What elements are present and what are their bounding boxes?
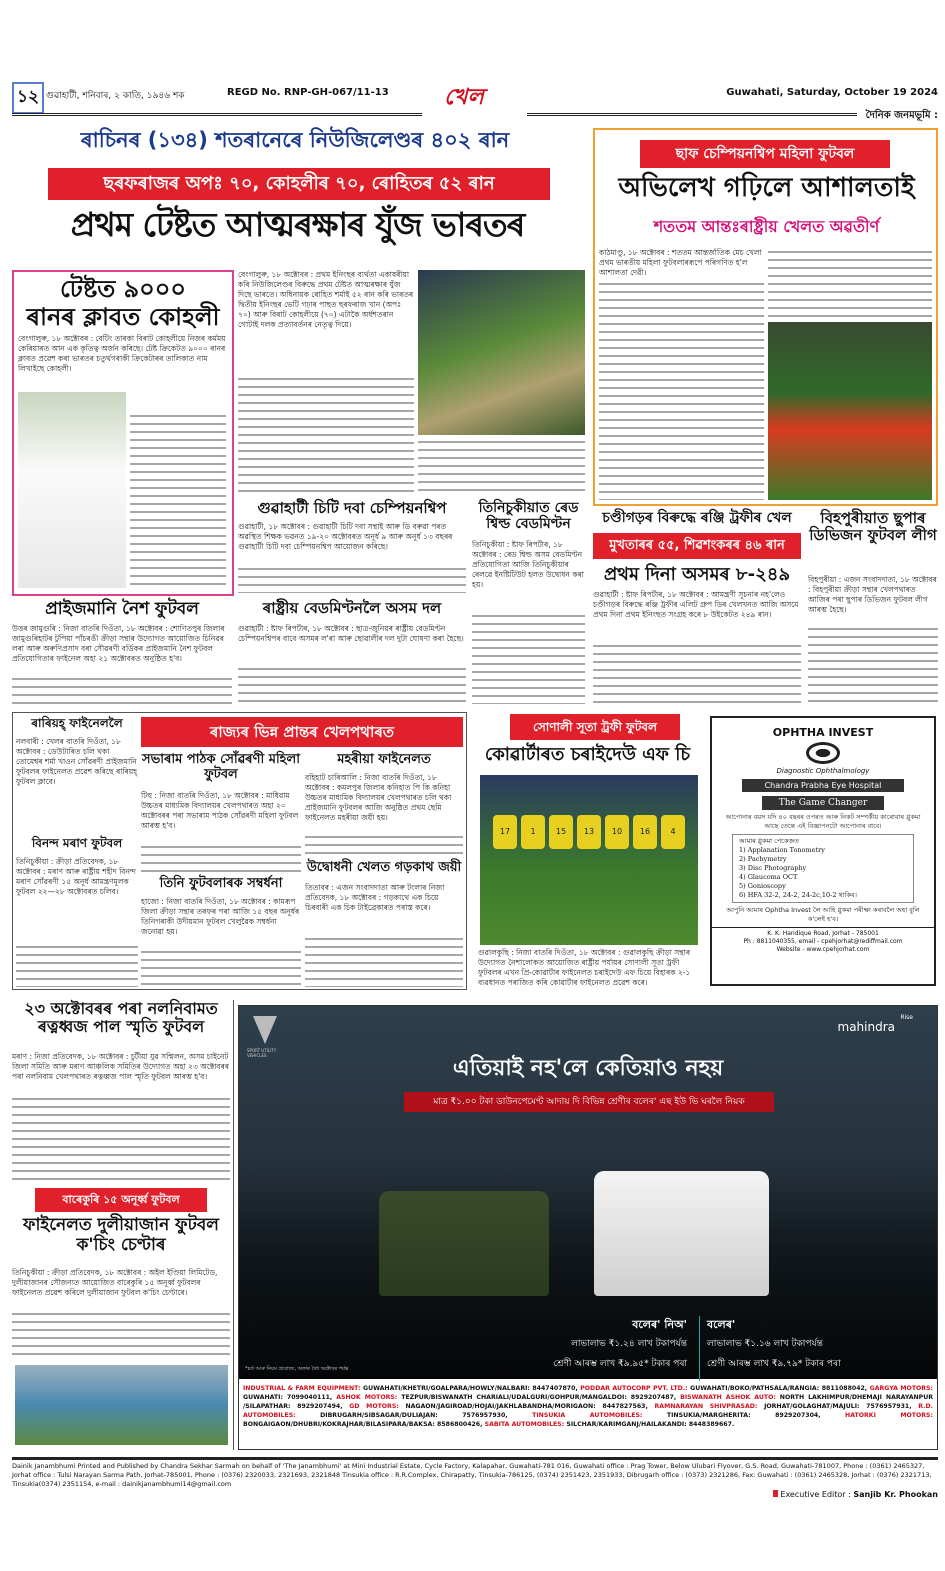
editor-name: Sanjib Kr. Phookan	[853, 1490, 938, 1499]
dealer-info: GUWAHATI/KHETRI/GOALPARA/HOWLY/NALBARI: 8447407870,	[360, 1385, 581, 1392]
state-mid-headline: তিনি ফুটবলাৰক সম্বৰ্ধনা	[159, 876, 283, 891]
test-list	[732, 834, 914, 903]
dealer-name: ASHOK MOTORS:	[336, 1394, 398, 1401]
state-mid-body: হাজো : নিজা বাতৰি দিওঁতা, ১৮ অক্টোবৰ : কামৰূপ জিলা ক্ৰীড়া সন্থাৰ তৰফৰ পৰা আজি ১৫ বছৰ অনূৰ্ধৰ তিনিগৰাকী উদীয়মান ফুটবল খেলুৱৈক সম্বৰ্ধনা জনোৱা হয়।	[141, 897, 300, 936]
ad-headline: এতিয়াই নহ'লে কেতিয়াও নহয়	[452, 1056, 724, 1081]
team-photo-bottom	[15, 1365, 228, 1445]
test-item: 2) Pachymetry	[739, 855, 787, 863]
state-banner: ৰাজ্যৰ ভিন্ন প্ৰান্তৰ খেলপথাৰত	[141, 717, 463, 747]
dealer-info: TINSUKIA/MARGHERITA: 8929207304,	[642, 1412, 846, 1419]
optha-tagline: Diagnostic Ophthalmology	[776, 767, 870, 775]
women-banner: ছাফ চেম্পিয়নশ্বিপ মহিলা ফুটবল	[640, 140, 890, 168]
sonali-banner: সোণালী সূতা ট্ৰফী ফুটবল	[510, 714, 680, 740]
team-photo	[480, 775, 698, 945]
player-jersey: 10	[605, 815, 629, 849]
bottom-banner: বাৰেকুৰি ১৫ অনূৰ্ধ্ব ফুটবল	[35, 1188, 207, 1212]
story-body: তিনিচুকীয়া : ষ্টাফ ৰিপৰ্টাৰ, ১৮ অক্টোবৰ : ৰেড শ্বিল্ড অসম বেডমিণ্টন প্ৰতিযোগিতা আজি তিনিচুকীয়াৰ ৰেলৱে ইনষ্টিটিউট হলত উদ্বোধন কৰা হয়।	[472, 540, 584, 589]
paper-name: দৈনিক জনমভূমি :	[865, 110, 938, 121]
cricket-photo	[418, 270, 585, 435]
story-banner: মুখতাৰৰ ৫৫, শিৱশংকৰৰ ৪৬ ৰান	[593, 533, 801, 559]
story-headline: তিনিচুকীয়াত ৰেড শ্বিল্ড বেডমিণ্টন	[478, 500, 579, 533]
kohli-photo	[18, 392, 126, 588]
dealer-name: HATORKI MOTORS:	[845, 1412, 933, 1419]
mahindra-brand: mahindra	[837, 1020, 895, 1034]
ad-disclaimer: *চৰ্ত আৰু নিয়ম প্ৰযোজ্য, অফাৰ বৈধ অক্টোবৰ পৰ্যন্ত	[245, 1366, 349, 1372]
dealer-info: NORTH LAKHIMPUR/DHEMAJI NARAYANPUR /SILAPATHAR: 8929207494,	[243, 1394, 933, 1410]
optha-ad	[710, 716, 936, 986]
state-right-headline: উদ্বোধনী খেলত গড়কাথ জয়ী	[306, 860, 462, 875]
lead-kicker: ৰাচিনৰ (১৩৪) শতৰানেৰে নিউজিলেণ্ডৰ ৪০২ ৰান	[80, 128, 510, 152]
state-mid-headline: সভাৰাম পাঠক সোঁৱৰণী মহিলা ফুটবল	[142, 752, 300, 782]
bottom-body: মৰাণ : নিজা প্ৰতিবেদক, ১৮ অক্টোবৰ : চুটীয়া যুৱ সন্মিলন, অসম চাইনেট জিলা সমিতি আৰু মৰাণ আঞ্চলিক সমিতিৰ উদ্যোগত অহা ২৩ অক্টোবৰৰ পৰা নলনিবাম খেলপথাৰত ৰত্নধ্বজ পাল স্মৃতি ফুটবল আৰম্ভ হ'ব।	[12, 1052, 230, 1081]
story-headline: বিহপুৰীয়াত ছুপাৰ ডিভিজন ফুটবল লীগ	[809, 509, 937, 545]
suv-lines: SPORT UTILITY VEHICLES	[247, 1048, 277, 1058]
eye-logo-icon	[806, 742, 840, 764]
model-name: বলেৰ' নিঅ'	[632, 1318, 687, 1331]
dealer-name: TINSUKIA AUTOMOBILES:	[532, 1412, 643, 1419]
state-right-body: বহিহাট চাৰিআলি : নিজা বাতৰি দিওঁতা, ১৮ অক্টোবৰ : কমলপুৰ জিলাৰ কনিহাত পি কি কনিহা উচ্চতৰ মাধ্যমিক বিদ্যালয়ৰ খেলপথাৰত চলি থকা প্ৰাইজমানি ফুটবলৰ আজি অনুষ্ঠিত প্ৰথম ছেমি ফাইনেলত মহৰীয়া জয়ী হয়।	[305, 773, 452, 822]
optha-brand: OPHTHA INVEST	[772, 726, 874, 739]
suv-logo-icon	[253, 1016, 277, 1044]
women-football-photo	[768, 322, 932, 500]
registration-number: REGD No. RNP-GH-067/11-13	[227, 87, 389, 98]
lead-body: বেংগালুৰু, ১৮ অক্টোবৰ : প্ৰথম ইনিংছৰ ব্যৰ্থতা একাষৰীয়া কৰি নিউজিলেণ্ডৰ বিৰুদ্ধে প্ৰথম টেষ্টত আত্মৰক্ষাৰ যুঁজ দিছে ভাৰতে। অধিনায়ক ৰোহিত শৰ্মাই ৫২ ৰান কৰি ভাৰতৰ দ্বিতীয় ইনিংছৰ ভেটি গঢ়াৰ পাছত ছৰফৰাজ খান (অপঃ ৭০) আৰু বিৰাট কোহলীয়ে (৭০) এটাকৈ অৰ্ধশতৰান গোটাই দলক প্ৰত্যাবৰ্তনৰ নেতৃত্ব দিয়ে।	[238, 270, 414, 329]
state-right-headline: মহৰীয়া ফাইনেলত	[337, 752, 431, 767]
ad-subline: মাত্ৰ ₹১.০০ টকা ডাউনপেমেণ্ট আদায় দি বিভিন্ন শ্ৰেণীৰ বলেৰ' এছ ইউ ভি ঘৰলৈ নিয়ক	[404, 1092, 774, 1112]
date-english: Guwahati, Saturday, October 19 2024	[726, 87, 938, 98]
kohli-headline-1: টেষ্টত ৯০০০	[60, 275, 186, 303]
test-item: 5) Gonioscopy	[739, 882, 786, 890]
optha-website[interactable]: Website - www.cpehjorhat.com	[776, 946, 870, 953]
optha-phone: Ph : 8811040355, email - cpehjorhat@rediffmail.com	[743, 938, 903, 945]
women-subhead: শততম আন্তঃৰাষ্ট্ৰীয় খেলত অৱতীৰ্ণ	[653, 217, 880, 236]
player-jersey: 1	[521, 815, 545, 849]
model-benefit: লাভালাভ ₹১.২৪ লাখ টকাপৰ্যন্ত	[571, 1339, 687, 1349]
player-jersey: 4	[661, 815, 685, 849]
women-football-box	[593, 128, 938, 506]
suv-white-image	[594, 1171, 769, 1296]
dealer-info: NAGAON/JAGIROAD/HOJAI/JAKHLABANDHA/MORIGAON: 8447827563,	[398, 1403, 655, 1410]
state-left-body: তিনিচুকীয়া : ক্ৰীড়া প্ৰতিবেদক, ১৮ অক্টোবৰ : মৰাণ আৰু ৰাষ্ট্ৰীয় শহীদ বিনন্দ মৰাণ সোঁৱৰণী ১৫ অনূৰ্ধ আমন্ত্ৰণমূলক ফুটবল ২২—২৮ অক্টোবৰত চলিব।	[16, 857, 136, 896]
sonali-headline: কোৱাৰ্টাৰত চৰাইদেউ এফ চি	[484, 744, 691, 765]
story-headline: ৰাষ্ট্ৰীয় বেডমিণ্টনলৈ অসম দল	[262, 599, 442, 617]
model-price: শ্ৰেণী আৰম্ভ লাখ ₹৯.৯৫* টকাৰ পৰা	[553, 1359, 687, 1369]
kohli-body: বেংগালুৰু, ১৮ অক্টোবৰ : বেটিং তাৰকা বিৰাট কোহলীয়ে নিজৰ কৰ্মময় কেৰিয়াৰত আন এক কৃতিত্ব অৰ্জন কৰিছে। টেষ্ট ক্ৰিকেটত ৯০০০ ৰানৰ ক্লাবত প্ৰৱেশ কৰা ভাৰতৰ চতুৰ্থগৰাকী ক্ৰিকেটাৰৰ তালিকাত নাম লিখাইছে কোহলী।	[18, 334, 226, 374]
editor-label: Executive Editor :	[780, 1490, 851, 1499]
optha-text: আপোনাৰ বয়স যদি ৪০ বছৰৰ ওপৰত আৰু নিকট সম্পৰ্কীয় কাৰোবাৰ গ্লুকমা আছে তেন্তে এই বিজ্ঞাপনটো আপোনাৰ বাবে।	[725, 813, 921, 830]
suv-green-image	[379, 1191, 549, 1296]
story-headline: চণ্ডীগড়ৰ বিৰুদ্ধে ৰঞ্জি ট্ৰফীৰ খেল	[602, 510, 792, 526]
women-headline: অভিলেখ গঢ়িলে আশালতাই	[618, 173, 915, 203]
state-left-body: নলবাৰী : খেলৰ বাতৰি দিওঁতা, ১৮ অক্টোবৰ : ডেউটাৰিত চলি থকা তোমেশ্বৰ শৰ্মা খাওন সোঁৱৰণী প্ৰাইজমানি ফুটবলৰ ফাইনেলত প্ৰৱেশ কৰিছে ৰাৰিয়হ্‌ ফুটবল ক্লাবে।	[16, 737, 138, 786]
story-body: গুৱাহাটী : ষ্টাফ ৰিপৰ্টাৰ, ১৮ অক্টোবৰ : ছাত্ৰ-জুনিয়ৰ ৰাষ্ট্ৰীয় বেডমিণ্টন চেম্পিয়নশ্বিপৰ বাবে অসমৰ ল'ৰা আৰু ছোৱালীৰ দল দুটা ঘোষণা কৰা হৈছে।	[238, 624, 464, 643]
dealer-info: TEZPUR/BISWANATH CHARIALI/UDALGURI/GOHPUR/MANGALDOI: 8929207487,	[397, 1394, 681, 1401]
story-headline: প্ৰাইজমানি নৈশ ফুটবল	[45, 599, 199, 619]
page-number: ১২	[12, 82, 44, 114]
test-list-title: আমাৰ গ্লুকমা পেকেজত	[739, 837, 800, 845]
dealer-name: GARGYA MOTORS:	[869, 1385, 933, 1392]
test-item: 3) Disc Photography	[739, 864, 807, 872]
optha-slogan: The Game Changer	[762, 796, 884, 810]
story-headline-2: প্ৰথম দিনা অসমৰ ৮-২৪৯	[603, 564, 791, 585]
imprint: Dainik Janambhumi Printed and Published by Chandra Sekhar Sarmah on behalf of 'The Janambhumi' at Mini Industrial Estate, Cycle Factory, Kalapahar, Guwahati-781 016, Guwahati office : Prag Tower, Below Ulubari Flyover, G.S. Road, Guwahati-781007, Phone : (0361) 2465327, Jorhat office : Tulsi Narayan Sarma Path, Jorhat-785001, Phone : (0376) 2320033, 2321693, 2321848 Tinsukia office : R.R.Complex, Chirapatty, Tinsukia-786125, (0374) 2351423, 2351933, Dibrugarh office : (0373) 2321286, Fax: Guwahati : (0361) 2465328, Jorhat : (0376) 2321713, Tinsukia(0374) 2351154, e-mail : dainikjanambhumi14@gmail.com	[12, 1462, 932, 1488]
hospital-name: Chandra Prabha Eye Hospital	[742, 779, 904, 792]
model-benefit: লাভালাভ ₹১.১৬ লাখ টকাপৰ্যন্ত	[707, 1339, 823, 1349]
player-jersey: 13	[577, 815, 601, 849]
dealer-name: INDUSTRIAL & FARM EQUIPMENT:	[243, 1385, 361, 1392]
dealer-info: JORHAT/GOLAGHAT/MAJULI: 7576957931,	[757, 1403, 919, 1410]
story-body: উত্তৰ জামুগুৰি : নিজা বাতৰি দিওঁতা, ১৮ অক্টোবৰ : শোণিতপুৰ জিলাৰ জামুগুৰিহাটৰ টুপিয়া পাঁচৰঙী ক্ৰীড়া সন্থাৰ উদ্যোগত আয়োজিত চিনিৱৰ লৰা আৰু অৰুণিপ্ৰসাদ বৰা সৌৱৰণী বৰ্ডিকৰ প্ৰাইজমানি নৈশ ফুটবল প্ৰতিযোগিতাৰ ফাইনেল অহা ২১ অক্টোবৰত অনুষ্ঠিত হ'ব।	[12, 624, 225, 663]
bottom-body: তিনিচুকীয়া : ক্ৰীড়া প্ৰতিবেদক, ১৮ অক্টোবৰ : অইল ইণ্ডিয়া লিমিটেড, দুলীয়াজানৰ সৌজন্যত আয়োজিত বাৰেকুৰি ১৫ অনূৰ্ধ্ব ফুটবলৰ ফাইনেলত প্ৰৱেশ কৰিলে দুলীয়াজান ফুটবল ক'চিং চেণ্টাৰে।	[12, 1268, 218, 1297]
story-headline: গুৱাহাটী চিটি দবা চেম্পিয়নশ্বিপ	[257, 499, 447, 517]
lead-banner: ছৰফৰাজৰ অপঃ ৭০, কোহলীৰ ৭০, ৰোহিতৰ ৫২ ৰান	[48, 168, 550, 200]
dealer-info: GUWAHATI/BOKO/PATHSALA/RANGIA: 8811088042,	[687, 1385, 870, 1392]
dealer-name: PODDAR AUTOCORP PVT. LTD.:	[580, 1385, 688, 1392]
player-jersey: 16	[633, 815, 657, 849]
dealer-info: SILCHAR/KARIMGANJ/HAILAKANDI: 8448389667.	[564, 1421, 735, 1428]
dealer-name: SABITA AUTOMOBILES:	[484, 1421, 565, 1428]
dealer-info: GUWAHATI: 7099040111,	[243, 1394, 337, 1401]
optha-address: K. K. Handique Road, Jorhat - 785001	[767, 930, 879, 937]
dealer-name: GD MOTORS:	[349, 1403, 399, 1410]
dealer-info: BONGAIGAON/DHUBRI/KOKRAJHAR/BILASIPARA/BAKSA: 8586800426,	[243, 1421, 485, 1428]
story-body: গুৱাহাটী : ষ্টাফ ৰিপৰ্টাৰ, ১৮ অক্টোবৰ : আমন্ত্ৰণী সূচনাৰ নহ'লেও চণ্ডীগড়ৰ বিৰুদ্ধে ৰঞ্জি ট্ৰফীৰ এলিট গ্ৰুপ ডিৰ খেলখনত আজি অসমে প্ৰথম দিনা প্ৰথম ইনিংছত সংগ্ৰহ কৰে ৮ উইকেটত ২৪৯ ৰান।	[593, 590, 799, 619]
state-left-headline: ৰাৰিয়হ্‌ ফাইনেললৈ	[31, 716, 123, 730]
state-sports-box	[12, 712, 467, 990]
dealer-name: BISWANATH ASHOK AUTO:	[680, 1394, 776, 1401]
state-left-headline: বিনন্দ মৰাণ ফুটবল	[31, 836, 123, 850]
sonali-body: গুৱালকুছি : নিজা বাতৰি দিওঁতা, ১৮ অক্টোবৰ : গুৱালকুছি ক্ৰীড়া সন্থাৰ উদ্যোগত নৈশালোকত আয়োজিত ৰাষ্ট্ৰীয় পৰ্যায়ৰ সোণালী সূতা ট্ৰফী ফুটবলৰ এখন প্ৰি-কোৱাৰ্টাৰ ফাইনেলত চৰাইদেউ এফ চিয়ে বিহাৰক ২-১ ব্যৱধানত পৰাজিত কৰি কোৱাৰ্টাৰ ফাইনেলত প্ৰৱেশ কৰে।	[478, 948, 691, 987]
section-logo: খেল	[444, 85, 484, 110]
executive-editor	[773, 1490, 938, 1499]
player-jersey: 15	[549, 815, 573, 849]
lead-headline: প্ৰথম টেষ্টত আত্মৰক্ষাৰ যুঁজ ভাৰতৰ	[70, 205, 525, 244]
test-item: 6) HFA 32-2, 24-2, 24-2c,10-2 থাকিব।	[739, 891, 858, 899]
mahindra-ad	[238, 1005, 938, 1450]
test-item: 4) Glaucoma OCT	[739, 873, 798, 881]
dealer-name: RAMNARAYAN SHIVPRASAD:	[654, 1403, 758, 1410]
date-assamese: গুৱাহাটী, শনিবাৰ, ২ কাতি, ১৯৪৬ শক	[46, 91, 185, 101]
bottom-headline: ফাইনেলত দুলীয়াজান ফুটবল ক'চিং চেণ্টাৰ	[23, 1215, 219, 1255]
mahindra-tag: Rise	[900, 1014, 913, 1021]
model-price: শ্ৰেণী আৰম্ভ লাখ ₹৯.৭৯* টকাৰ পৰা	[707, 1359, 841, 1369]
women-body: কাঠমাণ্ডু, ১৮ অক্টোবৰ : শততম আন্তৰ্জাতিক মেচ খেলা প্ৰথম ভাৰতীয় মহিলা ফুটবলাৰৰূপে পৰিগণিত হ'ল আশালতা দেৱী।	[599, 248, 762, 277]
model-name: বলেৰ'	[707, 1318, 736, 1331]
dealer-name: R.D. AUTOMOBILES:	[243, 1403, 933, 1419]
page-header	[12, 80, 938, 125]
story-body: বিহপুৰীয়া : এজন সংবাদদাতা, ১৮ অক্টোবৰ : বিহপুৰীয়া ক্ৰীড়া সন্থাৰ খেলপথাৰত আজিৰ পৰা ছুপাৰ ডিভিজন ফুটবল লীগ আৰম্ভ হৈছে।	[808, 575, 937, 614]
dealer-info: DIBRUGARH/SIBSAGAR/DULIAJAN: 7576957930,	[295, 1412, 533, 1419]
player-jersey: 17	[493, 815, 517, 849]
dealer-list	[243, 1384, 933, 1429]
optha-cta: আপুনি আমাৰ Ophtha Invest লৈ আহি গ্লুকমা পৰীক্ষা কৰাবলৈ অহা বুলি ক'লেই হ'ব।	[726, 906, 920, 923]
kohli-box	[12, 270, 234, 596]
bottom-headline: ২৩ অক্টোবৰৰ পৰা নলনিবামত ৰত্নধ্বজ পাল স্মৃতি ফুটবল	[24, 999, 218, 1037]
story-body: গুৱাহাটী, ১৮ অক্টোবৰ : গুৱাহাটী চিটি দবা সন্থাই আৰু ডি বৰুৱা পৰত অৱস্থিত শিক্ষক ভৱনত ১৯-২০ অক্টোবৰত অনূৰ্ধ ৯ আৰু অনূৰ্ধ ১৩ বছৰৰ গুৱাহাটী চিটি দবা চেম্পিয়নশ্বিপ আয়োজন কৰিছে।	[238, 522, 453, 551]
test-item: 1) Applanation Tonometry	[739, 846, 825, 854]
kohli-headline-2: ৰানৰ ক্লাবত কোহলী	[26, 302, 220, 331]
state-right-body: তিতাবৰ : এজন সংবাদদাতা আৰু টংলাৰ নিজা প্ৰতিবেদক, ১৮ অক্টোবৰ : গড়কাথে এক চিয়ে চিৰবাৰী এক চিক টাইব্ৰেকাৰত পৰাস্ত কৰে।	[305, 883, 445, 912]
state-mid-body: টিহু : নিজা বাতৰি দিওঁতা, ১৮ অক্টোবৰ : মাধিৱাম উচ্চতৰ মাধ্যমিক বিদ্যালয়ৰ খেলপথাৰত অহা ২০ অক্টোবৰৰ পৰা সভাৰাম পাঠক সোঁৱৰণী মহিলা ফুটবল আৰম্ভ হ'ব।	[141, 791, 299, 830]
